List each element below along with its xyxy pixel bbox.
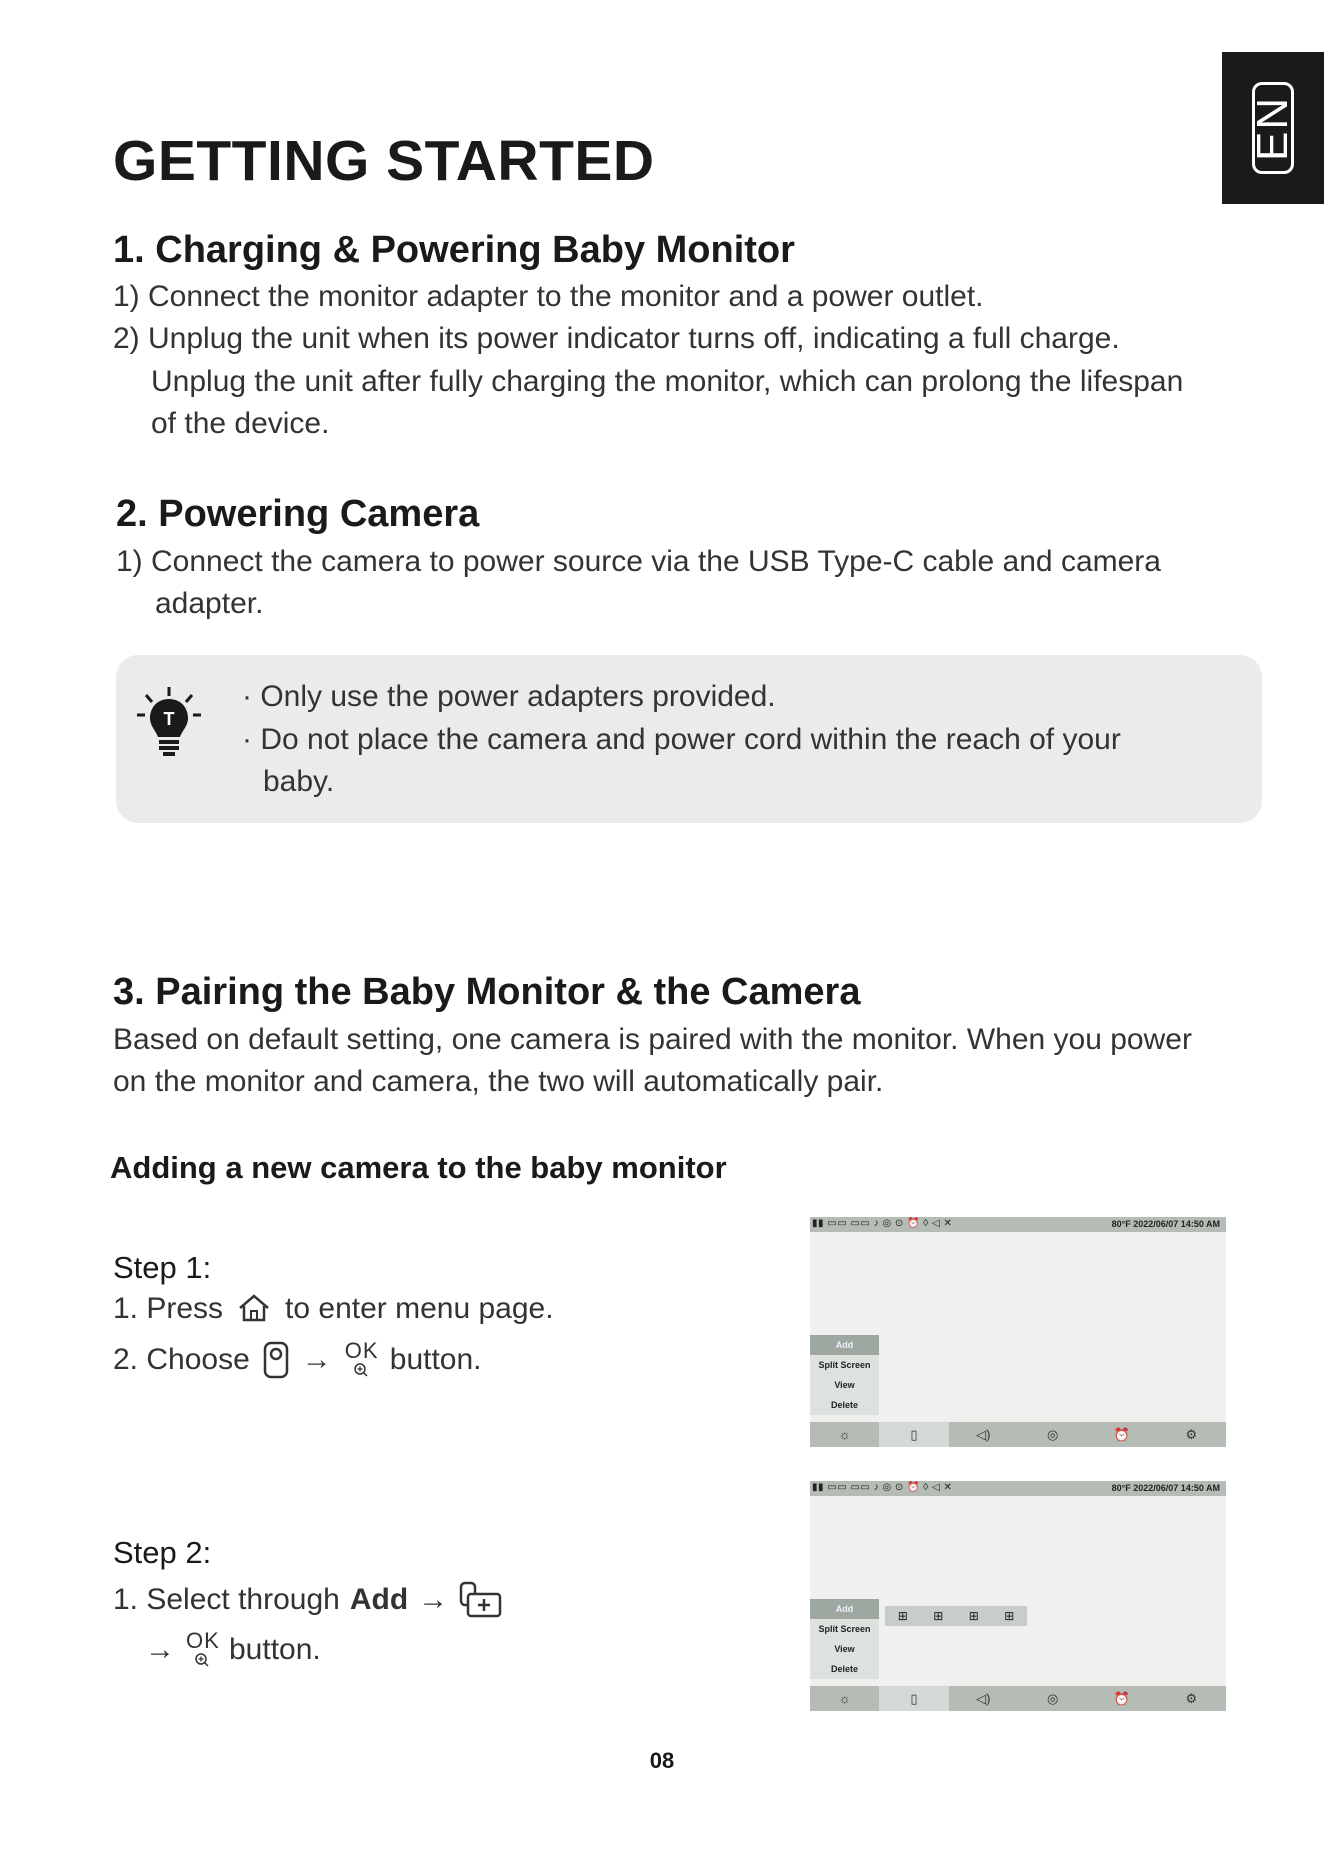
- alarm-icon[interactable]: ⏰: [1113, 1690, 1131, 1706]
- side-menu: [810, 1599, 879, 1679]
- add-camera-slots: [885, 1606, 1027, 1626]
- add-camera-slot-icon[interactable]: ⊞: [1004, 1609, 1015, 1623]
- ok-icon-label: OK: [186, 1628, 220, 1653]
- step-2-line-2-arrow: →: [145, 1633, 175, 1666]
- adding-camera-heading: Adding a new camera to the baby monitor: [110, 1150, 727, 1185]
- step-2-line-1-pre: 1. Select through: [113, 1583, 340, 1616]
- add-camera-slot-icon[interactable]: ⊞: [897, 1609, 908, 1623]
- tip-bullet-3: baby.: [263, 765, 335, 798]
- menu-item-delete[interactable]: Delete: [830, 1664, 858, 1674]
- status-bar: [810, 1217, 1226, 1232]
- add-camera-slot-icon[interactable]: ⊞: [933, 1609, 944, 1623]
- camera-icon[interactable]: ▯: [879, 1686, 948, 1711]
- volume-icon[interactable]: ◁): [976, 1690, 991, 1706]
- bottom-toolbar: [810, 1686, 1226, 1711]
- menu-item-delete[interactable]: Delete: [830, 1400, 858, 1410]
- step-2-arrow: →: [418, 1583, 449, 1616]
- tip-bullet-1: · Only use the power adapters provided.: [242, 680, 776, 713]
- section-2-line-1: 1) Connect the camera to power source via the USB Type-C cable and camera: [116, 545, 1161, 578]
- tip-bullet-2: · Do not place the camera and power cord within the reach of your: [242, 723, 1121, 756]
- svg-text:T: T: [163, 709, 175, 729]
- step-1-line-2-pre: 2. Choose: [113, 1343, 250, 1376]
- step-2-line-1: [113, 1580, 504, 1620]
- section-1-line-4: of the device.: [151, 407, 330, 440]
- menu-item-add[interactable]: Add: [810, 1335, 879, 1355]
- ok-zoom-icon: [185, 1630, 219, 1670]
- alarm-icon[interactable]: ⏰: [1113, 1426, 1131, 1442]
- settings-icon[interactable]: ⚙: [1185, 1690, 1198, 1706]
- step-1-label: Step 1:: [113, 1250, 212, 1285]
- status-time: 80°F 2022/06/07 14:50 AM: [1111, 1219, 1220, 1229]
- page-title: GETTING STARTED: [113, 129, 655, 193]
- status-bar: [810, 1481, 1226, 1496]
- step-1-line-1-post: to enter menu page.: [285, 1292, 554, 1325]
- menu-item-split-screen[interactable]: Split Screen: [818, 1624, 871, 1634]
- page-number: 08: [649, 1748, 675, 1773]
- vox-icon[interactable]: ◎: [1046, 1690, 1059, 1706]
- step-1-arrow: →: [301, 1343, 332, 1376]
- bottom-toolbar: [810, 1422, 1226, 1447]
- section-2-heading: 2. Powering Camera: [116, 493, 480, 535]
- ok-icon-label: OK: [344, 1338, 379, 1363]
- home-icon: [237, 1292, 271, 1326]
- status-icons: ▮▮ ▭▭ ▭▭ ♪ ◎ ⊙ ⏰ ◊ ◁ ✕: [812, 1218, 953, 1229]
- status-icons: ▮▮ ▭▭ ▭▭ ♪ ◎ ⊙ ⏰ ◊ ◁ ✕: [812, 1482, 953, 1493]
- lightbulb-tip-icon: [136, 685, 202, 761]
- section-3-line-2: on the monitor and camera, the two will automatically pair.: [113, 1065, 884, 1098]
- section-3-line-1: Based on default setting, one camera is paired with the monitor. When you power: [113, 1023, 1192, 1056]
- section-2-line-2: adapter.: [155, 587, 264, 620]
- section-1-line-3: Unplug the unit after fully charging the monitor, which can prolong the lifespan: [151, 365, 1184, 398]
- section-1-heading: 1. Charging & Powering Baby Monitor: [113, 229, 795, 271]
- add-camera-slot-icon[interactable]: ⊞: [968, 1609, 979, 1623]
- step-2-add-label: Add: [349, 1583, 409, 1616]
- step-1-line-2: [113, 1340, 482, 1380]
- status-time: 80°F 2022/06/07 14:50 AM: [1111, 1483, 1220, 1493]
- camera-icon: [262, 1340, 290, 1380]
- step-1-line-1-pre: 1. Press: [113, 1292, 224, 1325]
- section-1-line-1: 1) Connect the monitor adapter to the monitor and a power outlet.: [113, 280, 984, 313]
- section-1-line-2: 2) Unplug the unit when its power indicator turns off, indicating a full charge.: [113, 322, 1120, 355]
- menu-item-add[interactable]: Add: [810, 1599, 879, 1619]
- add-camera-icon: [458, 1580, 504, 1620]
- volume-icon[interactable]: ◁): [976, 1426, 991, 1442]
- menu-item-view[interactable]: View: [834, 1380, 855, 1390]
- side-menu: [810, 1335, 879, 1415]
- step-2-label: Step 2:: [113, 1535, 212, 1570]
- brightness-icon[interactable]: ☼: [838, 1427, 851, 1442]
- menu-item-split-screen[interactable]: Split Screen: [818, 1360, 871, 1370]
- step-2-line-2: [145, 1630, 321, 1670]
- vox-icon[interactable]: ◎: [1046, 1426, 1059, 1442]
- monitor-screen-1: [810, 1217, 1226, 1447]
- step-2-line-2-post: button.: [229, 1633, 321, 1666]
- settings-icon[interactable]: ⚙: [1185, 1426, 1198, 1442]
- step-1-line-2-post: button.: [389, 1343, 482, 1376]
- section-3-heading: 3. Pairing the Baby Monitor & the Camera: [113, 971, 861, 1013]
- language-tab: [1222, 52, 1324, 204]
- brightness-icon[interactable]: ☼: [838, 1691, 851, 1706]
- ok-zoom-icon: [344, 1340, 378, 1380]
- monitor-screen-2: [810, 1481, 1226, 1711]
- language-tab-label: EN: [1248, 95, 1297, 161]
- step-1-line-1: [113, 1292, 554, 1326]
- menu-item-view[interactable]: View: [834, 1644, 855, 1654]
- camera-icon[interactable]: ▯: [879, 1422, 948, 1447]
